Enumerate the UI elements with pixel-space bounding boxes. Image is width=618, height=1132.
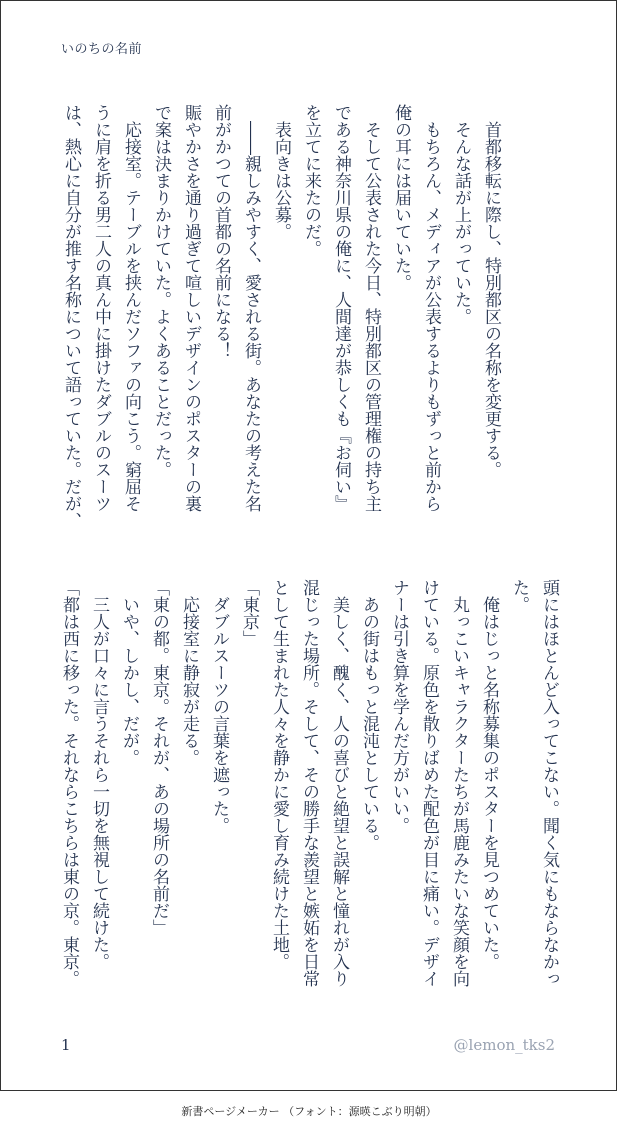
text-column: ダブルスーツの言葉を遮った。 <box>209 579 229 834</box>
text-column: た。 <box>509 579 529 613</box>
text-column: 三人が口々に言うそれら一切を無視して続けた。 <box>89 579 109 970</box>
lower-text-tier <box>54 579 564 991</box>
page-number: 1 <box>61 1036 71 1054</box>
text-column: あの街はもっと混沌としている。 <box>359 579 379 851</box>
text-column: ナーは引き算を学んだ方がいい。 <box>389 579 409 834</box>
generator-caption: 新書ページメーカー （フォント：源暎こぶり明朝） <box>181 1105 437 1118</box>
text-column: そして公表された今日、特別都区の管理権の持ち主 <box>361 104 381 512</box>
text-column: を立てに来たのだ。 <box>301 104 321 257</box>
text-column: で案は決まりかけていた。よくあることだった。 <box>151 104 171 478</box>
text-column: 応接室。テーブルを挟んだソファの向こう。窮屈そ <box>121 104 141 512</box>
text-column: として生まれた人々を静かに愛し育み続けた土地。 <box>269 579 289 970</box>
text-column: 「東京」 <box>239 579 259 647</box>
text-column: けている。原色を散りばめた配色が目に痛い。デザイ <box>419 579 439 987</box>
text-column: 表向きは公募。 <box>271 104 291 240</box>
text-column: ――親しみやすく、愛される街。あなたの考えた名 <box>241 104 261 512</box>
upper-text-tier <box>56 104 506 529</box>
text-column: 俺の耳には届いていた。 <box>391 104 411 291</box>
author-handle: @lemon_tks2 <box>453 1036 555 1054</box>
text-column: 応接室に静寂が走る。 <box>179 579 199 766</box>
text-column: 頭にはほとんど入ってこない。聞く気にもならなかっ <box>539 579 559 987</box>
text-column: 混じった場所。そして、その勝手な羨望と嫉妬を日常 <box>299 579 319 987</box>
text-column: うに肩を折る男二人の真ん中に掛けたダブルのスーツ <box>91 104 111 512</box>
text-column: いや、しかし、だが。 <box>119 579 139 766</box>
text-column: である神奈川県の俺に、人間達が恭しくも『お伺い』 <box>331 104 351 512</box>
text-column: 「都は西に移った。それならこちらは東の京。東京。 <box>59 579 79 987</box>
text-column: もちろん、メディアが公表するよりもずっと前から <box>421 104 441 512</box>
text-column: そんな話が上がっていた。 <box>451 104 471 325</box>
text-column: 前がかつての首都の名前になる！ <box>211 104 231 359</box>
text-column: は、熱心に自分が推す名称について語っていた。だが、 <box>61 104 81 529</box>
text-column: 賑やかさを通り過ぎて喧しいデザインのポスターの裏 <box>181 104 201 512</box>
text-column: 丸っこいキャラクターたちが馬鹿みたいな笑顔を向 <box>449 579 469 987</box>
running-title: いのちの名前 <box>61 42 143 57</box>
text-column: 首都移転に際し、特別都区の名称を変更する。 <box>481 104 501 478</box>
text-column: 美しく、醜く、人の喜びと絶望と誤解と憧れが入り <box>329 579 349 987</box>
text-column: 俺はじっと名称募集のポスターを見つめていた。 <box>479 579 499 970</box>
text-column: 「東の都。東京。それが、あの場所の名前だ」 <box>149 579 169 936</box>
